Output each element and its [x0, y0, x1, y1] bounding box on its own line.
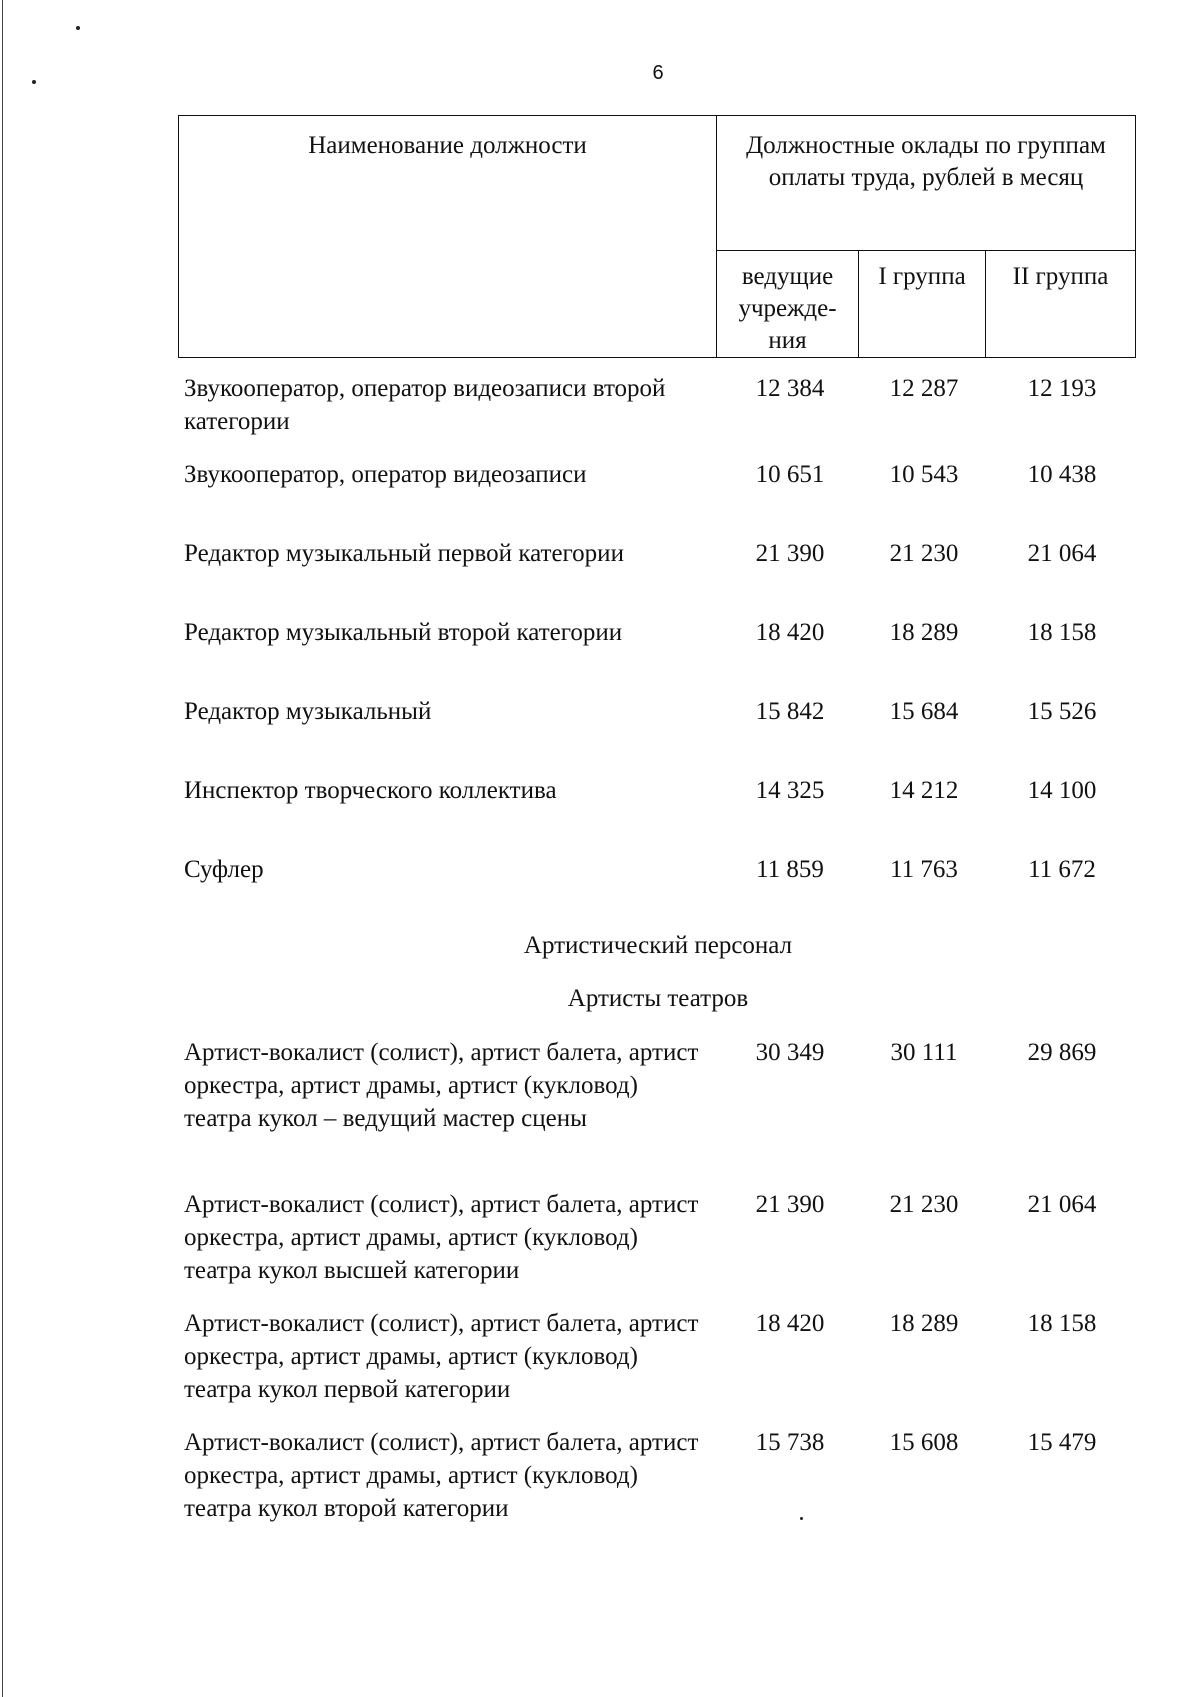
- header-position-name: Наименование должности: [179, 116, 717, 358]
- salary-group-2: 10 438: [1027, 461, 1097, 488]
- subsection-title: Артисты театров: [567, 985, 749, 1012]
- salary-group-2: 11 672: [1028, 856, 1096, 883]
- salary-group-2: 12 193: [1027, 375, 1097, 402]
- salary-group-2: 18 158: [1027, 619, 1097, 646]
- salary-group-1: 15 684: [889, 698, 959, 725]
- salary-leading: 30 349: [755, 1039, 825, 1066]
- position-name: Редактор музыкальный первой категории: [184, 540, 624, 567]
- salary-leading: 21 390: [755, 1191, 825, 1218]
- salary-group-2: 18 158: [1027, 1310, 1097, 1337]
- salary-group-1: 15 608: [889, 1429, 959, 1456]
- header-group-2: II группа: [986, 251, 1136, 358]
- salary-group-2: 15 526: [1027, 698, 1097, 725]
- scan-edge-line: [2, 0, 3, 1697]
- table-header: [178, 115, 1136, 358]
- salary-group-1: 30 111: [890, 1039, 958, 1066]
- salary-group-1: 11 763: [890, 856, 958, 883]
- position-name: Артист-вокалист (солист), артист балета, артист оркестра, артист драмы, артист (кукловод) театра кукол – ведущий мастер сцены: [184, 1039, 699, 1132]
- salary-group-1: 18 289: [889, 619, 959, 646]
- salary-group-1: 21 230: [889, 1191, 959, 1218]
- section-title: Артистический персонал: [523, 932, 793, 959]
- salary-group-2: 29 869: [1027, 1039, 1097, 1066]
- salary-leading: 14 325: [755, 777, 825, 804]
- salary-leading: 18 420: [755, 619, 825, 646]
- salary-group-1: 21 230: [889, 540, 959, 567]
- position-name: Звукооператор, оператор видеозаписи: [184, 461, 587, 488]
- header-leading-institutions: ведущие учрежде-ния: [717, 251, 859, 358]
- salary-group-2: 15 479: [1027, 1429, 1097, 1456]
- salary-group-1: 12 287: [889, 375, 959, 402]
- position-name: Артист-вокалист (солист), артист балета, артист оркестра, артист драмы, артист (кукловод) театра кукол высшей категории: [184, 1191, 699, 1284]
- header-group-1: I группа: [859, 251, 986, 358]
- position-name: Артист-вокалист (солист), артист балета, артист оркестра, артист драмы, артист (кукловод) театра кукол второй категории: [184, 1429, 699, 1522]
- salary-group-2: 14 100: [1027, 777, 1097, 804]
- salary-leading: 18 420: [755, 1310, 825, 1337]
- salary-leading: 12 384: [755, 375, 825, 402]
- salary-leading: 10 651: [755, 461, 825, 488]
- salary-group-1: 10 543: [889, 461, 959, 488]
- salary-group-1: 18 289: [889, 1310, 959, 1337]
- position-name: Звукооператор, оператор видеозаписи второй категории: [184, 375, 666, 435]
- position-name: Редактор музыкальный второй категории: [184, 619, 623, 646]
- position-name: Инспектор творческого коллектива: [184, 777, 557, 804]
- scan-speck: [800, 1517, 803, 1520]
- page-number: 6: [652, 62, 664, 84]
- salary-leading: 11 859: [756, 856, 824, 883]
- salary-leading: 15 842: [755, 698, 825, 725]
- scan-speck: [76, 26, 80, 30]
- position-name: Редактор музыкальный: [184, 698, 432, 725]
- position-name: Артист-вокалист (солист), артист балета, артист оркестра, артист драмы, артист (кукловод) театра кукол первой категории: [184, 1310, 699, 1403]
- salary-group-2: 21 064: [1027, 540, 1097, 567]
- position-name: Суфлер: [184, 856, 264, 883]
- salary-leading: 21 390: [755, 540, 825, 567]
- salary-group-2: 21 064: [1027, 1191, 1097, 1218]
- salary-leading: 15 738: [755, 1429, 825, 1456]
- header-salary-groups: Должностные оклады по группам оплаты труда, рублей в месяц: [717, 116, 1136, 251]
- salary-group-1: 14 212: [889, 777, 959, 804]
